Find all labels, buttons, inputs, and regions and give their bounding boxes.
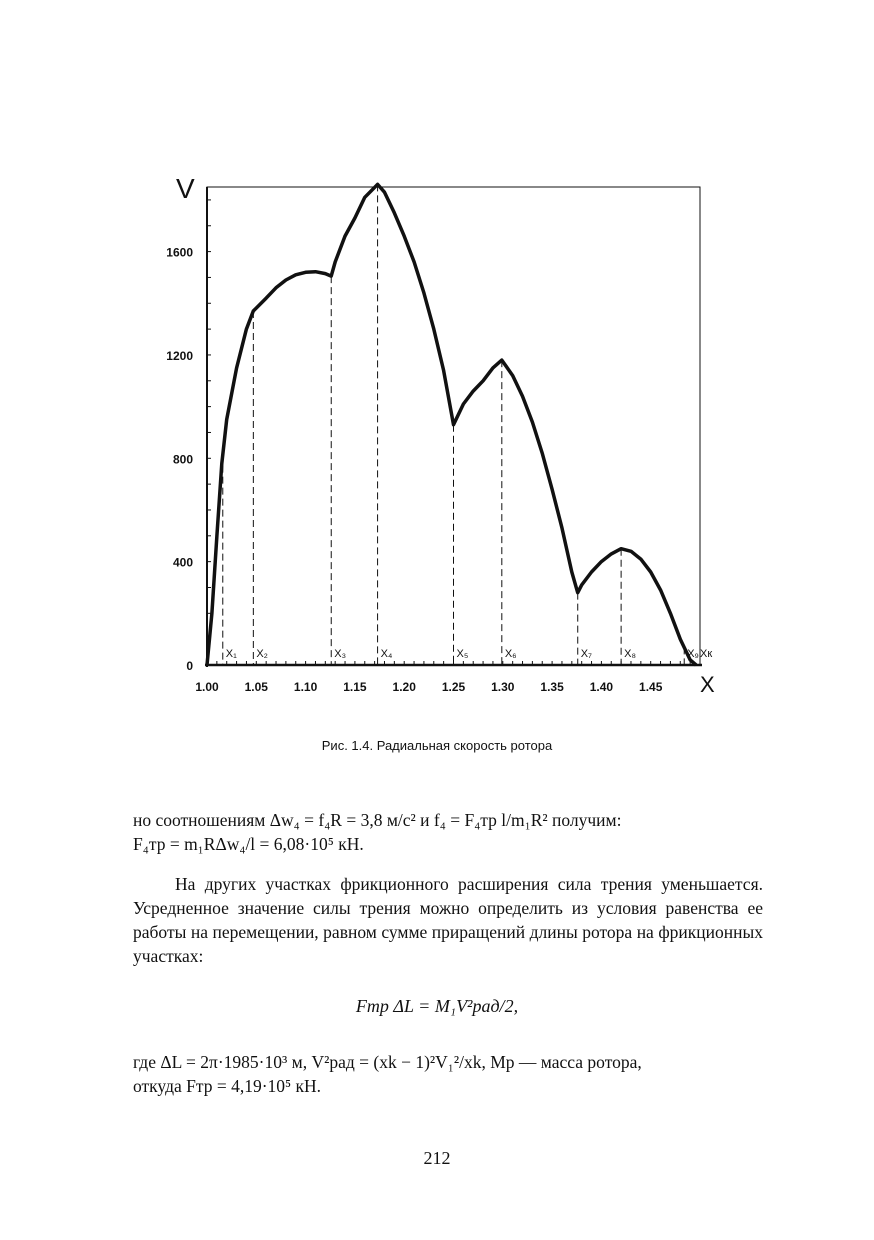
marker-label: X₉ — [687, 648, 699, 660]
marker-label: X₅ — [456, 648, 469, 660]
y-tick-label: 800 — [172, 452, 193, 467]
paragraph-3-line-2: откуда Fтр = 4,19·10⁵ кН. — [133, 1076, 322, 1096]
x-tick-label: 1.35 — [540, 680, 564, 694]
paragraph-3-line-1: где ΔL = 2π·1985·10³ м, V²рад = (xk − 1)²V₁²/xk, Mр — масса ротора, — [133, 1052, 642, 1072]
x-tick-label: 1.25 — [441, 680, 466, 694]
y-axis-label: V — [176, 173, 195, 204]
y-tick-label: 1200 — [166, 348, 193, 363]
page-number: 212 — [423, 1148, 451, 1168]
x-tick-label: 1.05 — [244, 680, 268, 694]
paragraph-3 — [133, 1050, 763, 1098]
marker-label: X₁ — [225, 648, 237, 660]
paragraph-1-line-1: но соотношениям Δw₄ = f₄R = 3,8 м/с² и f₄ = F₄тр l/m₁R² получим: — [133, 810, 622, 830]
x-tick-label: 1.40 — [589, 680, 614, 694]
figure-caption: Рис. 1.4. Радиальная скорость ротора — [321, 738, 553, 753]
paragraph-1 — [133, 808, 763, 856]
x-axis-label: X — [700, 672, 715, 697]
y-tick-label: 0 — [186, 659, 193, 673]
x-tick-label: 1.30 — [491, 680, 515, 694]
paragraph-1-line-2: F₄тр = m₁RΔw₄/l = 6,08·10⁵ кН. — [133, 834, 364, 854]
marker-label: X₂ — [256, 648, 268, 660]
paragraph-2: На других участках фрикционного расширения сила трения уменьшается. Усредненное значение силы трения можно определить из условия равенства ее работы на перемещении, равном сумме приращений длины ротора на фрикционных участках: — [133, 874, 763, 966]
x-tick-label: 1.10 — [293, 680, 318, 694]
marker-label: X₃ — [334, 648, 347, 660]
y-tick-label: 400 — [172, 555, 193, 570]
velocity-curve — [207, 184, 696, 665]
marker-label: Xк — [700, 648, 713, 660]
equation: Fтр ΔL = M₁V²рад/2, — [355, 996, 519, 1016]
marker-label: X₄ — [380, 648, 393, 660]
marker-label: X₆ — [504, 648, 517, 660]
x-tick-label: 1.15 — [343, 680, 367, 694]
marker-label: X₈ — [624, 648, 637, 660]
x-tick-label: 1.45 — [639, 680, 663, 694]
marker-label: X₇ — [580, 648, 592, 660]
x-tick-label: 1.20 — [392, 680, 416, 694]
y-tick-label: 1600 — [166, 245, 193, 260]
x-tick-label: 1.00 — [195, 680, 219, 694]
